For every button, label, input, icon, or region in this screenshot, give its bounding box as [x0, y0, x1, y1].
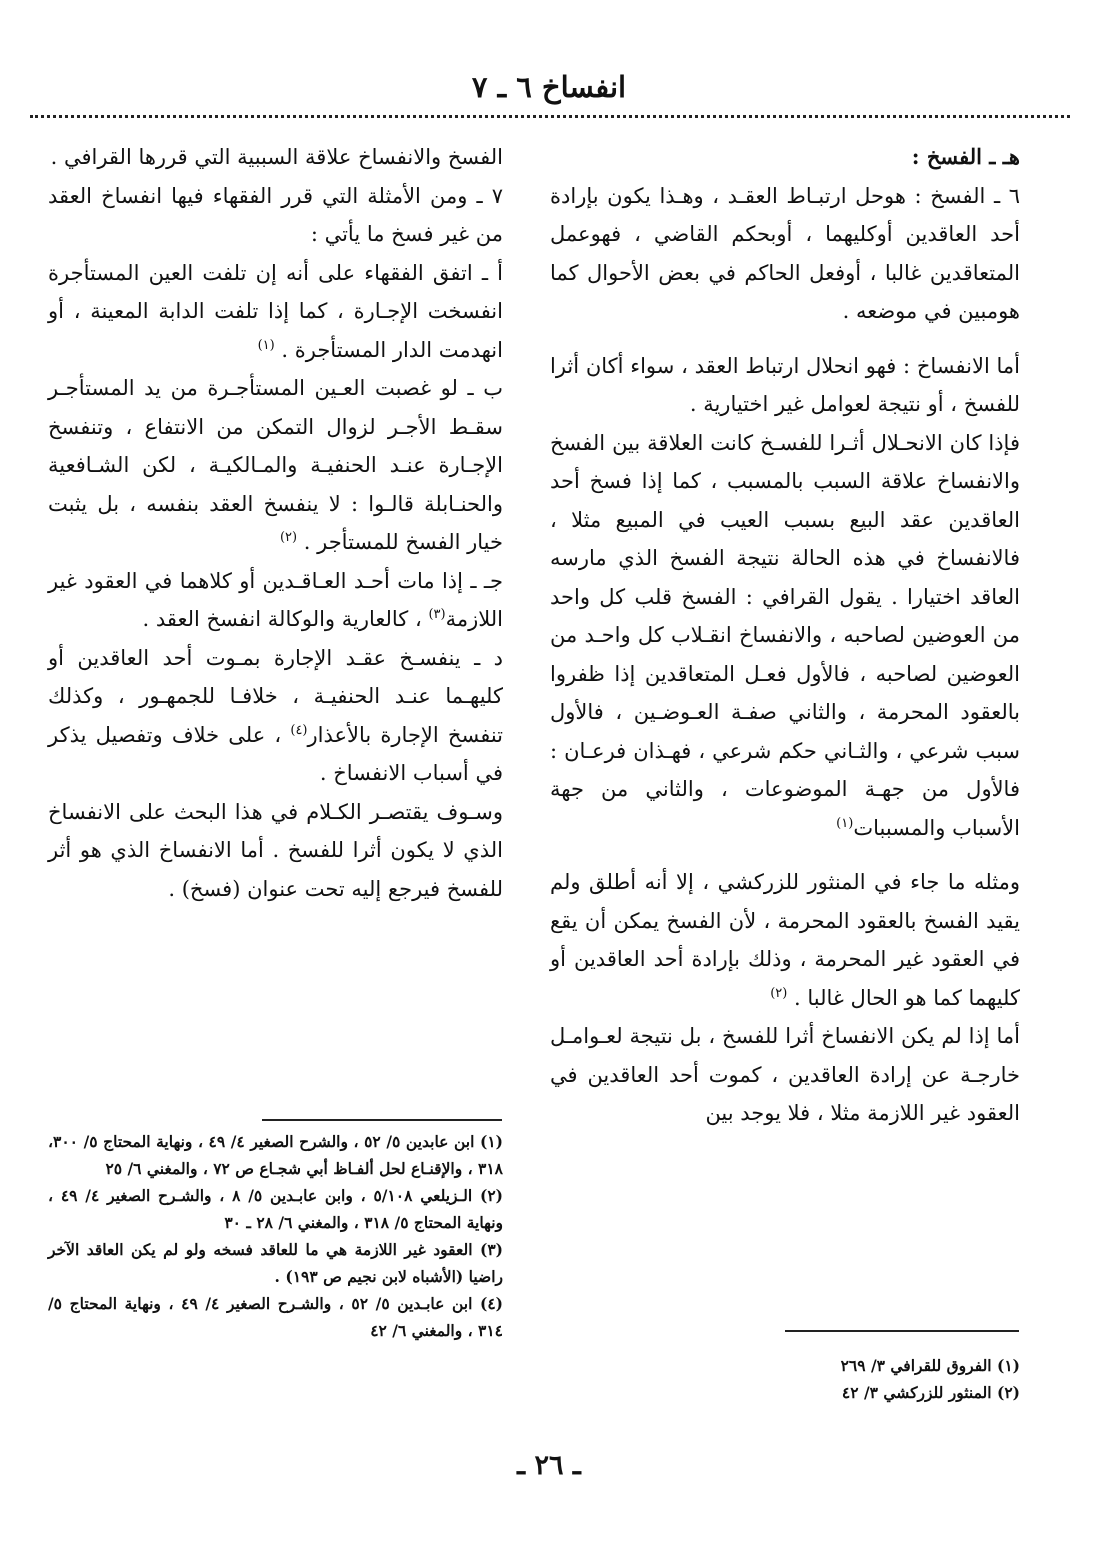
paragraph: ٦ ـ الفسخ : هوحل ارتبـاط العقـد ، وهـذا يكون بإرادة أحد العاقدين أوكليهما ، أوبحكم القاضي ، فهوعمل المتعاقدين غالبا ، أوفعل الحاكم في بعض الأحوال كما هومبين في موضعه . — [550, 183, 1020, 323]
footnote-divider-right — [785, 1330, 1019, 1332]
footnote: (٢) المنثور للزركشي ٣/ ٤٢ — [841, 1383, 1020, 1402]
right-column — [550, 138, 1020, 1133]
footnote-divider-left — [262, 1119, 502, 1121]
page-header-title: انفساخ ٦ ـ ٧ — [471, 70, 627, 104]
paragraph: جـ ـ إذا مات أحـد العـاقـدين أو كلاهما في العقود غير اللازمة$^{(٣)}$ ، كالعارية والوكالة انفسخ العقد . — [48, 568, 503, 631]
paragraph: أما الانفساخ : فهو انحلال ارتباط العقد ، سواء أكان أثرا للفسخ ، أو نتيجة لعوامل غير اختيارية . — [550, 353, 1020, 416]
footnotes-left — [48, 1128, 503, 1344]
paragraph: فإذا كان الانحـلال أثـرا للفسـخ كانت العلاقة بين الفسخ والانفساخ علاقة السبب بالمسبب ، كما إذا فسخ أحد العاقدين عقد البيع بسبب العيب في المبيع مثلا ، فالانفساخ في هذه الحالة نتيجة الفسخ الذي مارسه العاقد اختيارا . يقول القرافي : الفسخ قلب كل واحد من العوضين لصاحبه ، والانفساخ انقـلاب كل واحـد من العوضين لصاحبه ، فالأول فعـل المتعاقدين إذا ظفروا بالعقود المحرمة ، والثاني صفـة العـوضـين ، فالأول سبب شرعي ، والثـاني حكم شرعي ، فهـذان فرعـان : فالأول من جهـة الموضوعات ، والثاني من جهة الأسباب والمسببات$^{(١)}$ — [550, 430, 1020, 840]
footnote-ref: (١) — [836, 815, 854, 831]
footnote-ref: (١) — [257, 337, 275, 353]
footnote-ref: (٢) — [279, 530, 298, 545]
page-number: ـ ٢٦ ـ — [517, 1450, 581, 1481]
footnote-ref: (٢) — [770, 985, 788, 1001]
footnote-ref: (٣) — [428, 607, 446, 622]
footnotes-right — [550, 1352, 1020, 1406]
footnote: (١) الفروق للقرافي ٣/ ٢٦٩ — [840, 1356, 1020, 1375]
paragraph: ومثله ما جاء في المنثور للزركشي ، إلا أنه أطلق ولم يقيد الفسخ بالعقود المحرمة ، لأن الفسخ يمكن أن يقع في العقود غير المحرمة ، وذلك بإرادة أحد العاقدين أو كليهما كما هو الحال غالبا . $^{(٢)}$ — [550, 870, 1020, 1010]
paragraph: الفسخ والانفساخ علاقة السببية التي قررها القرافي . — [50, 145, 503, 169]
left-column — [48, 138, 503, 908]
footnote: (٤) ابن عابـدين ٥/ ٥٢ ، والشـرح الصغير ٤/ ٤٩ ، ونهاية المحتاج ٥/ ٣١٤ ، والمغني ٦/ ٤٢ — [48, 1294, 503, 1340]
paragraph: ب ـ لو غصبت العـين المستأجـرة من يد المستأجـر سقـط الأجـر لزوال التمكن من الانتفاع ، وتنفسخ الإجـارة عنـد الحنفيـة والمـالكيـة ، لكن الشـافعية والحنـابلة قالـوا : لا ينفسخ العقد بنفسه ، بل يثبت خيار الفسخ للمستأجر . $^{(٢)}$ — [48, 376, 503, 554]
section-heading-faskh: هـ ـ الفسخ : — [911, 144, 1020, 169]
header-dotted-divider — [30, 115, 1070, 118]
footnote: (٢) الـزيلعي ٥/١٠٨ ، وابن عابـدين ٥/ ٨ ، والشـرح الصغير ٤/ ٤٩ ، ونهاية المحتاج ٥/ ٣١٨ ، والمغني ٦/ ٢٨ ـ ٣٠ — [48, 1186, 503, 1232]
paragraph: أما إذا لم يكن الانفساخ أثرا للفسخ ، بل نتيجة لعـوامـل خارجـة عن إرادة العاقدين ، كموت أحد العاقدين في العقود غير اللازمة مثلا ، فلا يوجد بين — [550, 1024, 1020, 1125]
paragraph: أ ـ اتفق الفقهاء على أنه إن تلفت العين المستأجرة انفسخت الإجـارة ، كما إذا تلفت الدابة المعينة ، أو انهدمت الدار المستأجرة . $^{(١)}$ — [48, 260, 503, 362]
footnote-ref: (٤) — [290, 722, 308, 738]
paragraph: ٧ ـ ومن الأمثلة التي قرر الفقهاء فيها انفساخ العقد من غير فسخ ما يأتي : — [48, 183, 503, 246]
footnote: (١) ابن عابدين ٥/ ٥٢ ، والشرح الصغير ٤/ ٤٩ ، ونهاية المحتاج ٥/ ٣٠٠، ٣١٨ ، والإقنـاع لحل ألفـاظ أبي شجـاع ص ٧٢ ، والمغني ٦/ ٢٥ — [48, 1132, 503, 1178]
paragraph: د ـ ينفسـخ عقـد الإجارة بمـوت أحد العاقدين أو كليهـما عنـد الحنفيـة ، خلافـا للجمهـور ، وكذلك تنفسخ الإجارة بالأعذار$^{(٤)}$ ، على خلاف وتفصيل يذكر في أسباب الانفساخ . — [48, 645, 503, 785]
paragraph: وسـوف يقتصـر الكـلام في هذا البحث على الانفساخ الذي لا يكون أثرا للفسخ . أما الانفساخ الذي هو أثر للفسخ فيرجع إليه تحت عنوان (فسخ) . — [48, 799, 503, 901]
footnote: (٣) العقود غير اللازمة هي ما للعاقد فسخه ولو لم يكن العاقد الآخر راضيا (الأشباه لابن نجيم ص ١٩٣) . — [48, 1240, 503, 1286]
